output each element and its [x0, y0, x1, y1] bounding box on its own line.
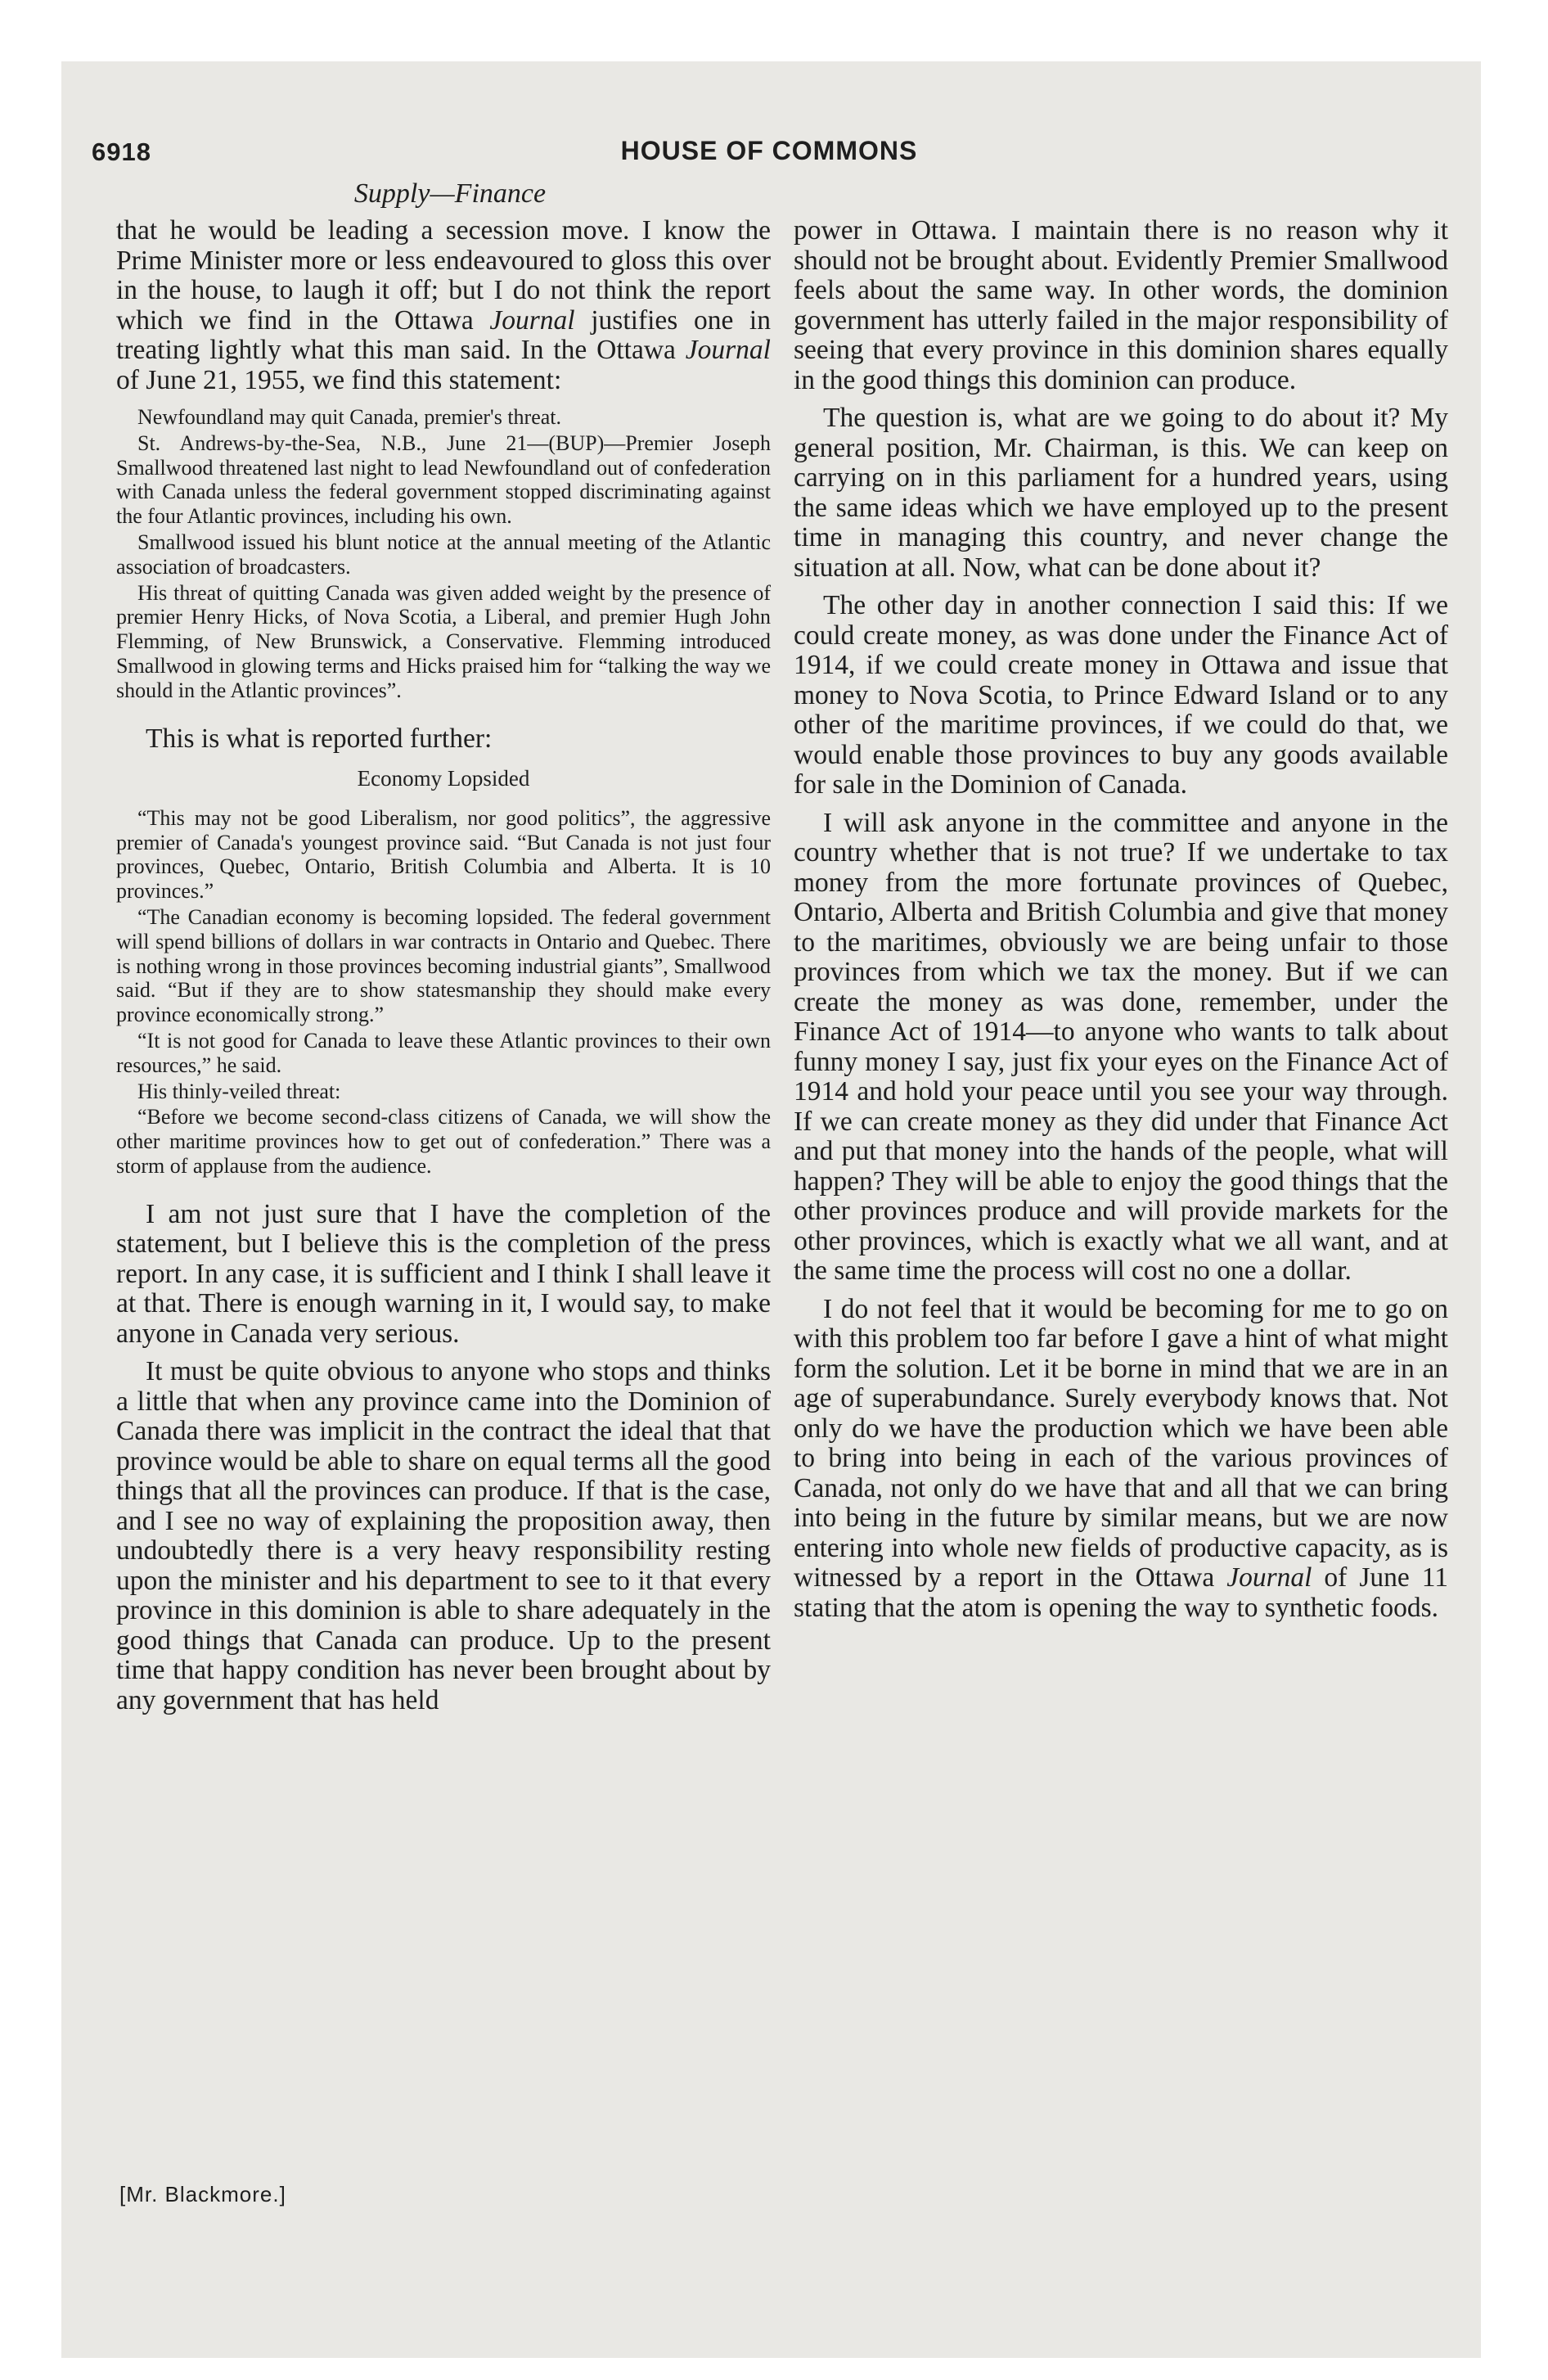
running-head: HOUSE OF COMMONS: [620, 136, 918, 165]
paragraph: I am not just sure that I have the completion of the statement, but I believe this is the completion of the press report. In any case, it is sufficient and I think I shall leave it at that. There is enough warning in it, I would say, to make anyone in Canada very serious.: [116, 1198, 771, 1349]
press-quote: [116, 767, 771, 1179]
paragraph: [116, 216, 771, 395]
left-column: [116, 216, 771, 1715]
subject-heading: Supply—Finance: [353, 178, 547, 209]
paragraph: I will ask anyone in the committee and anyone in the country whether that is not true? If we undertake to tax money from the more fortunate provinces of Quebec, Ontario, Alberta and British Columbia and give that money to the maritimes, obviously we are being unfair to those provinces from which we tax the money. But if we can create the money as was done, remember, under the Finance Act of 1914—to anyone who wants to talk about funny money I say, just fix your eyes on the Finance Act of 1914 and hold your peace until you see your way through. If we can create money as they did under that Finance Act and put that money into the hands of the people, what will happen? They will be able to enjoy the good things that the other provinces produce and will provide markets for the other provinces, which is exactly what we all want, and at the same time the process will cost no one a dollar.: [794, 807, 1448, 1286]
text-run: of June 11 stating that the atom is opening the way to synthetic foods.: [794, 1562, 1448, 1623]
paragraph: The question is, what are we going to do about it? My general position, Mr. Chairman, is this. We can keep on carrying on in this parliament for a hundred years, using the same ideas which we have employed up to the present time in managing this country, and never change the situation at all. Now, what can be done about it?: [794, 403, 1448, 583]
quote-paragraph: St. Andrews-by-the-Sea, N.B., June 21—(BUP)—Premier Joseph Smallwood threatened last night to lead Newfoundland out of confederation with Canada unless the federal government stopped discriminating against the four Atlantic provinces, including his own.: [116, 430, 771, 529]
quote-subheading: Economy Lopsided: [357, 766, 530, 791]
paragraph: This is what is reported further:: [146, 723, 493, 754]
quote-paragraph: “Before we become second-class citizens of Canada, we will show the other maritime provinces how to get out of confederation.” There was a storm of applause from the audience.: [116, 1105, 771, 1179]
quote-paragraph: Smallwood issued his blunt notice at the annual meeting of the Atlantic association of broadcasters.: [116, 530, 771, 579]
quote-headline: Newfoundland may quit Canada, premier's threat.: [137, 405, 562, 429]
quote-paragraph: “It is not good for Canada to leave these Atlantic provinces to their own resources,” he said.: [116, 1029, 771, 1077]
quote-paragraph: His threat of quitting Canada was given added weight by the presence of premier Henry Hicks, of Nova Scotia, a Liberal, and premier Hugh John Flemming, of New Brunswick, a Conservative. Flemming introduced Smallwood in glowing terms and Hicks praised him for “talking the way we should in the Atlantic provinces”.: [116, 580, 771, 702]
quote-paragraph: His thinly-veiled threat:: [137, 1079, 341, 1103]
paragraph: power in Ottawa. I maintain there is no reason why it should not be brought about. Evidently Premier Smallwood feels about the same way. In other words, the dominion government has utterly failed in the major responsibility of seeing that every province in this dominion shares equally in the good things this dominion can produce.: [794, 215, 1448, 395]
text-run: I do not feel that it would be becoming for me to go on with this problem too far before I gave a hint of what might form the solution. Let it be borne in mind that we are in an age of superabundance. Surely everybody knows that. Not only do we have the production which we have been able to bring into being in each of the various provinces of Canada, not only do we have that and all that we can bring into being in the future by similar means, but we are now entering into whole new fields of productive capacity, as is witnessed by a report in the Ottawa: [794, 1293, 1448, 1593]
press-quote: [116, 405, 771, 703]
italic-title: Journal: [489, 304, 575, 336]
paragraph: The other day in another connection I said this: If we could create money, as was done under the Finance Act of 1914, if we could create money in Ottawa and issue that money to Nova Scotia, to Prince Edward Island or to any other of the maritime provinces, if we could do that, we would enable those provinces to buy any goods available for sale in the Dominion of Canada.: [794, 590, 1448, 800]
paragraph: [794, 1295, 1448, 1624]
quote-paragraph: “The Canadian economy is becoming lopsided. The federal government will spend billions of dollars in war contracts in Ontario and Quebec. There is nothing wrong in those provinces becoming industrial giants”, Smallwood said. “But if they are to show statesmanship they should make every province economically strong.”: [116, 905, 771, 1027]
italic-title: Journal: [1226, 1562, 1312, 1593]
text-run: that he would be leading a secession move. I know the Prime Minister more or less endeavoured to gloss this over in the house, to laugh it off; but I do not think the report which we find in the Ottawa: [116, 215, 771, 336]
italic-title: Journal: [685, 335, 771, 365]
text-run: justifies one in treating lightly what this man said. In the Ottawa: [116, 304, 771, 365]
right-column: [794, 216, 1448, 1623]
paragraph: It must be quite obvious to anyone who stops and thinks a little that when any province came into the Dominion of Canada there was implicit in the contract the ideal that that province would be able to share on equal terms all the good things that all the provinces can produce. If that is the case, and I see no way of explaining the proposition away, then undoubtedly there is a very heavy responsibility resting upon the minister and his department to see to it that every province in this dominion is able to share adequately in the good things that Canada can produce. Up to the present time that happy condition has never been brought about by any government that has held: [116, 1356, 771, 1715]
quote-paragraph: “This may not be good Liberalism, nor good politics”, the aggressive premier of Canada's youngest province said. “But Canada is not just four provinces, Quebec, Ontario, British Columbia and Alberta. It is 10 provinces.”: [116, 805, 771, 904]
speaker-attribution: [Mr. Blackmore.]: [119, 2182, 286, 2206]
page-number: 6918: [92, 137, 151, 166]
text-run: of June 21, 1955, we find this statement:: [116, 364, 562, 395]
